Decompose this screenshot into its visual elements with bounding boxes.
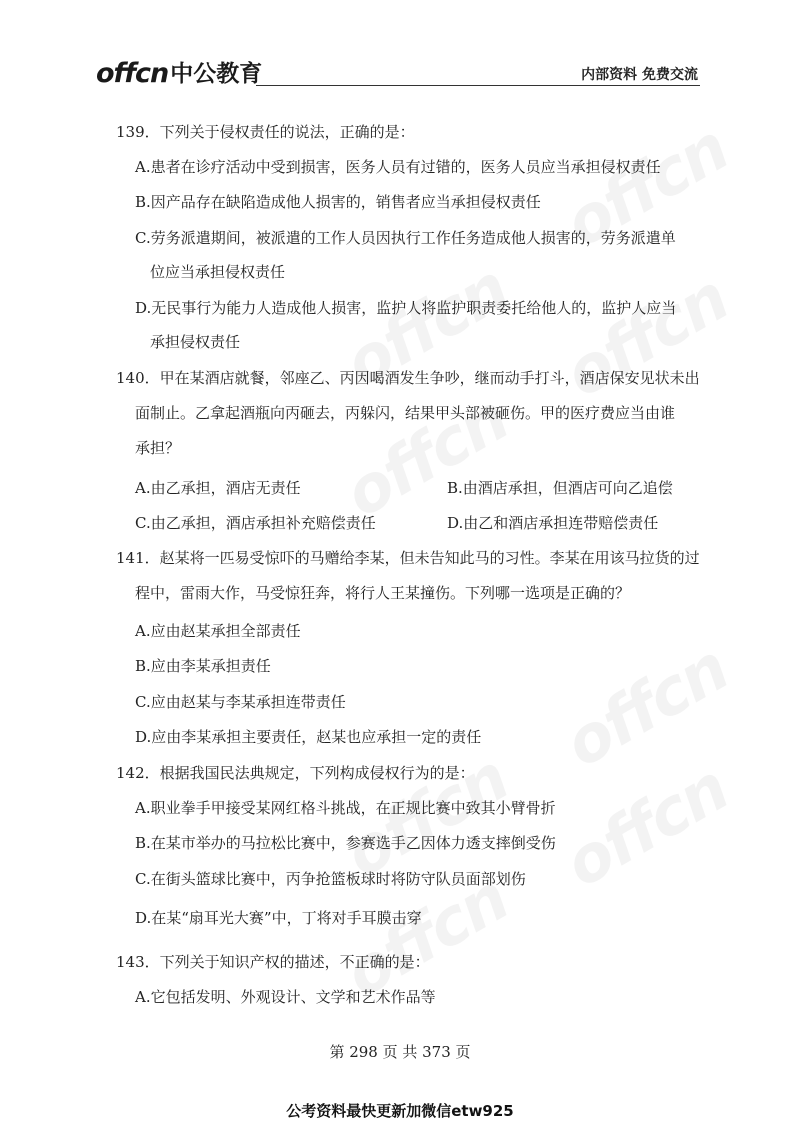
- question-143-option-a: A.它包括发明、外观设计、文学和艺术作品等: [135, 988, 436, 1006]
- question-139-option-b: B.因产品存在缺陷造成他人损害的，销售者应当承担侵权责任: [135, 193, 541, 211]
- question-141-option-b: B.应由李某承担责任: [135, 657, 271, 675]
- watermark: [553, 752, 740, 903]
- question-142-option-d: D.在某“扇耳光大赛”中，丁将对手耳膜击穿: [135, 909, 422, 927]
- watermark: [553, 262, 740, 413]
- question-142-option-c: C.在街头篮球比赛中，丙争抢篮板球时将防守队员面部划伤: [135, 870, 526, 888]
- question-141-option-a: A.应由赵某承担全部责任: [135, 622, 301, 640]
- logo-chinese-name: 中公教育: [170, 61, 263, 87]
- page-header: [96, 58, 700, 88]
- question-140-option-b: B.由酒店承担，但酒店可向乙追偿: [447, 479, 673, 497]
- header-divider: [256, 85, 700, 86]
- page-number: 第 298 页 共 373 页: [329, 1043, 471, 1061]
- question-140-stem: 140．甲在某酒店就餐，邻座乙、丙因喝酒发生争吵，继而动手打斗，酒店保安见状未出: [116, 369, 700, 387]
- question-141-option-d: D.应由李某承担主要责任，赵某也应承担一定的责任: [135, 728, 482, 746]
- question-143-stem: 143．下列关于知识产权的描述，不正确的是：: [116, 953, 430, 971]
- question-141-stem-cont: 程中，雷雨大作，马受惊狂奔，将行人王某撞伤。下列哪一选项是正确的？: [135, 584, 631, 602]
- question-142-option-a: A.职业拳手甲接受某网红格斗挑战，在正规比赛中致其小臂骨折: [135, 799, 556, 817]
- question-141-option-c: C.应由赵某与李某承担连带责任: [135, 693, 346, 711]
- question-140-option-c: C.由乙承担，酒店承担补充赔偿责任: [135, 514, 376, 532]
- question-140-stem-cont: 承担？: [135, 439, 181, 457]
- logo-wordmark: offcn: [96, 58, 169, 89]
- question-140-option-d: D.由乙和酒店承担连带赔偿责任: [447, 514, 659, 532]
- question-139-stem: 139．下列关于侵权责任的说法，正确的是：: [116, 123, 415, 141]
- question-139-option-a: A.患者在诊疗活动中受到损害，医务人员有过错的，医务人员应当承担侵权责任: [135, 158, 661, 176]
- question-140-option-a: A.由乙承担，酒店无责任: [135, 479, 301, 497]
- question-141-stem: 141．赵某将一匹易受惊吓的马赠给李某，但未告知此马的习性。李某在用该马拉货的过: [116, 549, 700, 567]
- question-139-option-c-cont: 位应当承担侵权责任: [150, 263, 286, 281]
- question-139-option-d: D.无民事行为能力人造成他人损害，监护人将监护职责委托给他人的，监护人应当: [135, 299, 677, 317]
- question-140-stem-cont: 面制止。乙拿起酒瓶向丙砸去，丙躲闪，结果甲头部被砸伤。甲的医疗费应当由谁: [135, 404, 676, 422]
- header-note: 内部资料 免费交流: [581, 67, 698, 83]
- watermark: [553, 632, 740, 783]
- promo-note: 公考资料最快更新加微信etw925: [286, 1102, 514, 1120]
- offcn-logo: [96, 58, 262, 88]
- question-139-option-d-cont: 承担侵权责任: [150, 333, 241, 351]
- question-139-option-c: C.劳务派遣期间，被派遣的工作人员因执行工作任务造成他人损害的，劳务派遣单: [135, 229, 676, 247]
- question-142-option-b: B.在某市举办的马拉松比赛中，参赛选手乙因体力透支摔倒受伤: [135, 834, 556, 852]
- question-142-stem: 142．根据我国民法典规定，下列构成侵权行为的是：: [116, 764, 475, 782]
